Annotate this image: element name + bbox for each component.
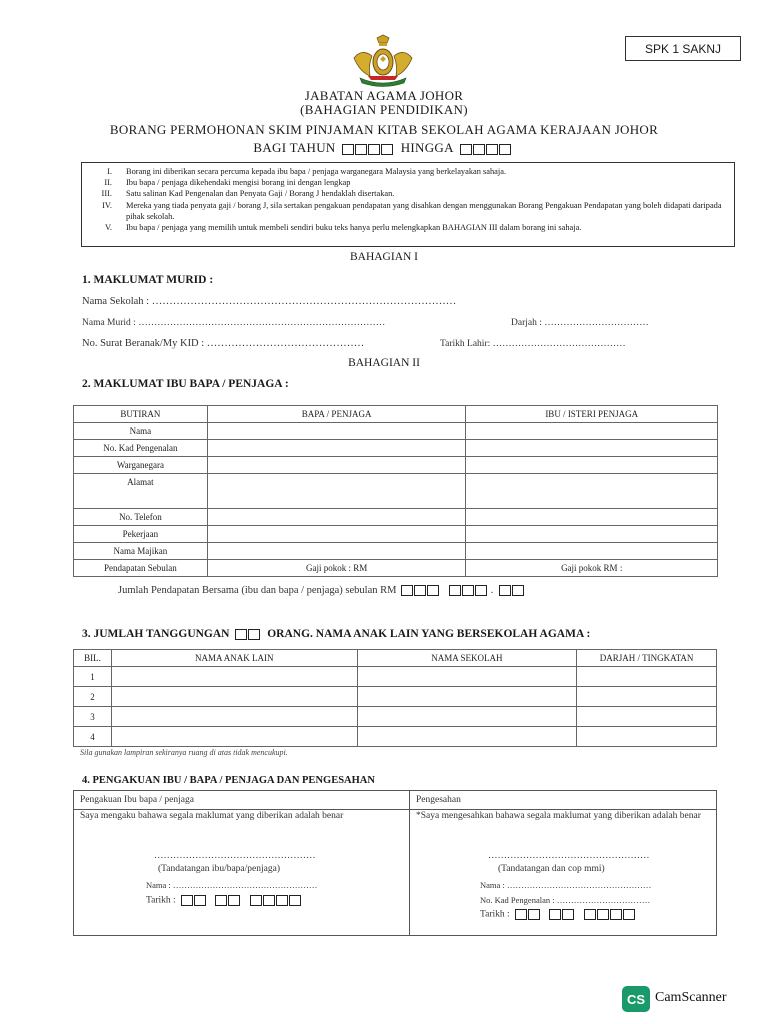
mother-name-cell[interactable]: [466, 423, 718, 440]
year-to-label: HINGGA: [400, 140, 454, 155]
camscanner-logo-icon: CS: [622, 986, 650, 1012]
table-header: NAMA ANAK LAIN: [111, 650, 357, 667]
sibling-class-cell[interactable]: [577, 727, 717, 747]
row-label: Nama Majikan: [74, 543, 208, 560]
official-signature-label: (Tandatangan dan cop mmi): [498, 864, 605, 874]
table-header: BUTIRAN: [74, 406, 208, 423]
sibling-name-cell[interactable]: [111, 687, 357, 707]
total-income-label: Jumlah Pendapatan Bersama (ibu dan bapa / penjaga) sebulan RM: [118, 585, 397, 596]
sibling-class-cell[interactable]: [577, 707, 717, 727]
row-label: Pendapatan Sebulan: [74, 560, 208, 577]
class-field[interactable]: Darjah : ……………………………: [511, 318, 649, 328]
header-line1: JABATAN AGAMA JOHOR: [304, 88, 464, 103]
sibling-name-cell[interactable]: [111, 707, 357, 727]
father-ic-cell[interactable]: [207, 440, 466, 457]
section1-title: 1. MAKLUMAT MURID :: [82, 274, 214, 286]
official-date-field: Tarikh :: [480, 909, 639, 921]
mother-phone-cell[interactable]: [466, 509, 718, 526]
mother-citizenship-cell[interactable]: [466, 457, 718, 474]
year-from-boxes[interactable]: [342, 144, 394, 155]
father-name-cell[interactable]: [207, 423, 466, 440]
sibling-class-cell[interactable]: [577, 687, 717, 707]
birth-cert-field[interactable]: No. Surat Beranak/My KID : ………………………………………: [82, 338, 365, 349]
form-code: SPK 1 SAKNJ: [625, 36, 741, 61]
section3-title: 3. JUMLAH TANGGUNGAN ORANG. NAMA ANAK LAIN YANG BERSEKOLAH AGAMA :: [82, 628, 591, 640]
parent-name-field[interactable]: Nama : ……………………………………………: [146, 880, 318, 890]
sibling-school-cell[interactable]: [357, 667, 577, 687]
date-month-boxes[interactable]: [549, 909, 575, 920]
date-month-boxes[interactable]: [215, 895, 241, 906]
income-boxes-2[interactable]: [449, 585, 488, 596]
section2-title: 2. MAKLUMAT IBU BAPA / PENJAGA :: [82, 378, 289, 390]
total-income-row: Jumlah Pendapatan Bersama (ibu dan bapa / penjaga) sebulan RM .: [118, 585, 528, 596]
official-signature-line[interactable]: ……………………………………………: [488, 851, 650, 861]
sibling-name-cell[interactable]: [111, 667, 357, 687]
part2-title: BAHAGIAN II: [348, 357, 420, 369]
sibling-school-cell[interactable]: [357, 727, 577, 747]
camscanner-label: CamScanner: [655, 990, 727, 1005]
year-to-boxes[interactable]: [460, 144, 512, 155]
father-address-cell[interactable]: [207, 474, 466, 509]
instruction-item: IV. Mereka yang tiada penyata gaji / borang J, sila sertakan pengakuan pendapatan yang disahkan dengan menggunakan Borang Pengakuan Pendapatan yang boleh didapati daripada pihak sekolah.: [102, 200, 722, 221]
income-boxes-3[interactable]: [499, 585, 525, 596]
father-income-cell[interactable]: Gaji pokok : RM: [207, 560, 466, 577]
parent-info-table: [73, 405, 718, 577]
mother-employer-cell[interactable]: [466, 543, 718, 560]
dob-field[interactable]: Tarikh Lahir: ……………………………………: [440, 339, 626, 349]
row-label: Pekerjaan: [74, 526, 208, 543]
row-label: Warganegara: [74, 457, 208, 474]
instruction-item: III. Satu salinan Kad Pengenalan dan Penyata Gaji / Borang J hendaklah disertakan.: [101, 189, 395, 199]
table-header: BAPA / PENJAGA: [207, 406, 466, 423]
verification-text: *Saya mengesahkan bahawa segala maklumat yang diberikan adalah benar: [416, 811, 701, 821]
instruction-item: II. Ibu bapa / penjaga dikehendaki mengisi borang ini dengan lengkap: [104, 178, 351, 188]
dependents-boxes[interactable]: [235, 629, 261, 640]
siblings-table: [73, 649, 717, 747]
mother-address-cell[interactable]: [466, 474, 718, 509]
sibling-school-cell[interactable]: [357, 707, 577, 727]
year-from-label: BAGI TAHUN: [253, 140, 336, 155]
parent-signature-line[interactable]: ……………………………………………: [154, 851, 316, 861]
mother-occupation-cell[interactable]: [466, 526, 718, 543]
student-name-field[interactable]: Nama Murid : ……………………………………………………………………: [82, 318, 386, 328]
father-employer-cell[interactable]: [207, 543, 466, 560]
mother-income-cell[interactable]: Gaji pokok RM :: [466, 560, 718, 577]
table-header: NAMA SEKOLAH: [357, 650, 577, 667]
table-header: DARJAH / TINGKATAN: [577, 650, 717, 667]
section4-title: 4. PENGAKUAN IBU / BAPA / PENJAGA DAN PENGESAHAN: [82, 775, 375, 786]
header-line3: BORANG PERMOHONAN SKIM PINJAMAN KITAB SEKOLAH AGAMA KERAJAAN JOHOR: [109, 122, 659, 137]
income-boxes-1[interactable]: [401, 585, 440, 596]
school-name-field[interactable]: Nama Sekolah : ……………………………………………………………………………: [82, 296, 457, 307]
sibling-school-cell[interactable]: [357, 687, 577, 707]
table-header: BIL.: [74, 650, 112, 667]
year-range: [0, 141, 768, 155]
date-day-boxes[interactable]: [181, 895, 207, 906]
parent-declaration-text: Saya mengaku bahawa segala maklumat yang diberikan adalah benar: [80, 811, 344, 821]
johor-crest-logo: [350, 34, 416, 88]
date-year-boxes[interactable]: [584, 909, 636, 920]
row-label: Alamat: [74, 474, 208, 509]
row-label: No. Telefon: [74, 509, 208, 526]
parent-signature-label: (Tandatangan ibu/bapa/penjaga): [158, 864, 280, 874]
mother-ic-cell[interactable]: [466, 440, 718, 457]
father-phone-cell[interactable]: [207, 509, 466, 526]
father-citizenship-cell[interactable]: [207, 457, 466, 474]
row-number: 3: [74, 707, 112, 727]
official-name-field[interactable]: Nama : ……………………………………………: [480, 880, 652, 890]
part1-title: BAHAGIAN I: [349, 251, 419, 263]
row-number: 2: [74, 687, 112, 707]
declaration-box: [73, 790, 717, 936]
instruction-item: V. Ibu bapa / penjaga yang memilih untuk membeli sendiri buku teks hanya perlu melengkapkan BAHAGIAN III dalam borang ini sahaja.: [104, 223, 582, 233]
attachment-note: Sila gunakan lampiran sekiranya ruang di atas tidak mencukupi.: [80, 748, 288, 757]
header-line2: (BAHAGIAN PENDIDIKAN): [300, 102, 468, 117]
row-label: No. Kad Pengenalan: [74, 440, 208, 457]
father-occupation-cell[interactable]: [207, 526, 466, 543]
date-year-boxes[interactable]: [250, 895, 302, 906]
sibling-name-cell[interactable]: [111, 727, 357, 747]
sibling-class-cell[interactable]: [577, 667, 717, 687]
row-number: 1: [74, 667, 112, 687]
row-number: 4: [74, 727, 112, 747]
parent-date-field: Tarikh :: [146, 895, 305, 907]
instructions-box: [81, 162, 735, 247]
verification-heading: Pengesahan: [416, 795, 461, 805]
row-label: Nama: [74, 423, 208, 440]
table-header: IBU / ISTERI PENJAGA: [466, 406, 718, 423]
date-day-boxes[interactable]: [515, 909, 541, 920]
official-ic-field[interactable]: No. Kad Pengenalan : ……………………………: [480, 895, 651, 905]
instruction-item: I. Borang ini diberikan secara percuma kepada ibu bapa / penjaga warganegara Malaysia yang berkelayakan sahaja.: [107, 167, 507, 176]
parent-declaration-heading: Pengakuan Ibu bapa / penjaga: [80, 795, 194, 805]
